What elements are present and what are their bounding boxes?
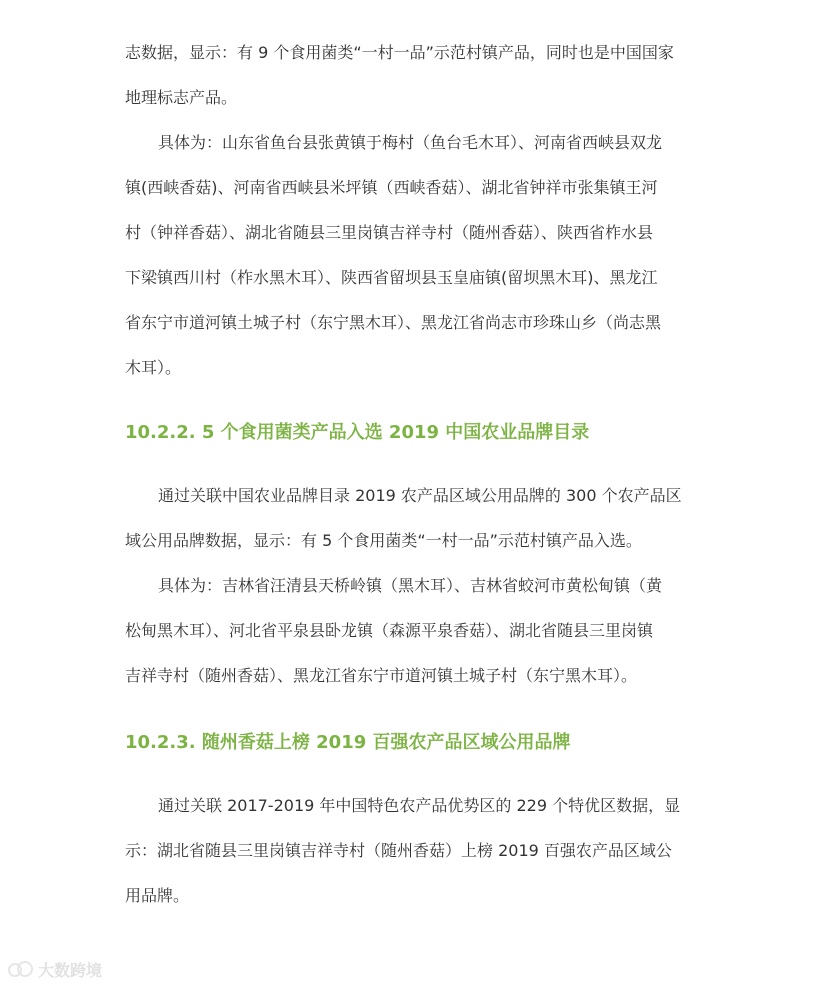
paragraph-line: 域公用品牌数据，显示：有 5 个食用菌类“一村一品”示范村镇产品入选。 bbox=[125, 531, 642, 550]
paragraph-line: 志数据，显示：有 9 个食用菌类“一村一品”示范村镇产品，同时也是中国国家 bbox=[125, 43, 674, 62]
paragraph-line: 省东宁市道河镇土城子村（东宁黑木耳）、黑龙江省尚志市珍珠山乡（尚志黑 bbox=[125, 313, 662, 332]
paragraph-line: 松甸黑木耳）、河北省平泉县卧龙镇（森源平泉香菇）、湖北省随县三里岗镇 bbox=[125, 621, 654, 640]
paragraph-line: 镇(西峡香菇)、河南省西峡县米坪镇（西峡香菇）、湖北省钟祥市张集镇王河 bbox=[125, 178, 658, 197]
paragraph-line: 吉祥寺村（随州香菇）、黑龙江省东宁市道河镇土城子村（东宁黑木耳）。 bbox=[125, 666, 638, 685]
paragraph-line: 地理标志产品。 bbox=[125, 88, 238, 107]
watermark bbox=[8, 958, 102, 980]
paragraph-line: 示：湖北省随县三里岗镇吉祥寺村（随州香菇）上榜 2019 百强农产品区域公 bbox=[125, 841, 672, 860]
paragraph-line: 通过关联中国农业品牌目录 2019 农产品区域公用品牌的 300 个农产品区 bbox=[158, 486, 682, 505]
watermark-logo-icon bbox=[8, 959, 34, 979]
paragraph-line: 村（钟祥香菇）、湖北省随县三里岗镇吉祥寺村（随州香菇）、陕西省柞水县 bbox=[125, 223, 654, 242]
section-heading-10-2-3: 10.2.3. 随州香菇上榜 2019 百强农产品区域公用品牌 bbox=[125, 732, 571, 753]
paragraph-line: 用品牌。 bbox=[125, 886, 190, 905]
paragraph-line: 通过关联 2017-2019 年中国特色农产品优势区的 229 个特优区数据，显 bbox=[158, 796, 681, 815]
paragraph-line: 具体为：山东省鱼台县张黄镇于梅村（鱼台毛木耳）、河南省西峡县双龙 bbox=[158, 133, 663, 152]
paragraph-line: 下梁镇西川村（柞水黑木耳）、陕西省留坝县玉皇庙镇(留坝黑木耳)、黑龙江 bbox=[125, 268, 658, 287]
paragraph-line: 木耳）。 bbox=[125, 358, 182, 377]
watermark-text: 大数跨境 bbox=[38, 960, 103, 980]
paragraph-line: 具体为：吉林省汪清县天桥岭镇（黑木耳）、吉林省蛟河市黄松甸镇（黄 bbox=[158, 576, 663, 595]
section-heading-10-2-2: 10.2.2. 5 个食用菌类产品入选 2019 中国农业品牌目录 bbox=[125, 422, 590, 443]
